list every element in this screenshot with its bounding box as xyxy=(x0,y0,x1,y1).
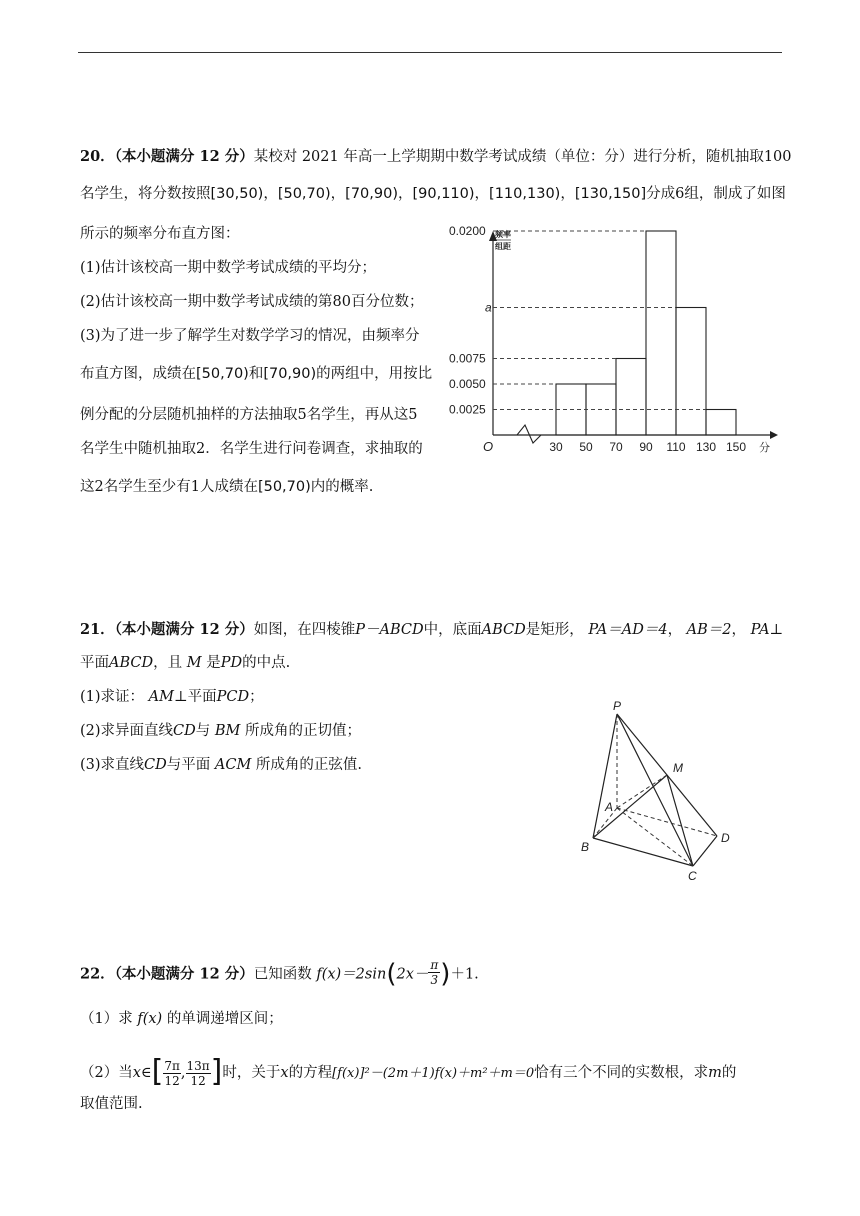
q21-l1i: ， xyxy=(731,622,747,638)
histogram-bar-4 xyxy=(646,231,676,435)
q20-sub3-line2 xyxy=(80,364,432,384)
bracket-right: ] xyxy=(210,1054,223,1089)
q22-s2m: m xyxy=(708,1065,722,1081)
interval-70-90: [70,90) xyxy=(263,366,317,382)
frac-pi-3 xyxy=(428,958,440,987)
q21-sub2 xyxy=(80,721,361,741)
interval-1: [30,50) xyxy=(210,186,264,202)
q20-points: （本小题满分 12 分） xyxy=(114,148,254,165)
q21-sub3 xyxy=(80,755,362,775)
vertex-D: D xyxy=(721,831,730,845)
q22-l1a: 已知函数 xyxy=(253,966,312,983)
q21-s2a: (2)求异面直线 xyxy=(80,723,174,739)
q21-l2e: 是 xyxy=(206,655,221,671)
q21-line2 xyxy=(80,653,290,673)
y-tick-label-2: a xyxy=(485,300,492,315)
q22-s1: （1）求 xyxy=(80,1011,133,1027)
q21-s3c: 与平面 xyxy=(166,757,211,773)
q22-s2f: 的 xyxy=(721,1065,737,1081)
interval-4: [90,110) xyxy=(412,186,475,202)
vertex-C: C xyxy=(688,869,697,883)
q20-sub3-l2c: 和 xyxy=(248,366,264,382)
q21-l2d: M xyxy=(186,655,202,671)
q20-sub3-line5 xyxy=(80,477,373,497)
bracket-left: [ xyxy=(151,1054,164,1089)
q20-stem: 某校对 2021 年高一上学期期中数学考试成绩（单位：分）进行分析，随机抽取100 xyxy=(253,149,792,165)
frac-den: 3 xyxy=(430,973,439,987)
frac-13pi-12 xyxy=(186,1059,211,1088)
frac-7pi-12 xyxy=(163,1059,181,1088)
q21-l1a: 如图，在四棱锥 xyxy=(253,622,356,638)
q21-condition-2: AB＝2 xyxy=(686,622,732,638)
q22-s2c: x xyxy=(280,1065,289,1081)
q20-line2-prefix: 名学生，将分数按照 xyxy=(80,186,211,202)
q21-s1d: PCD xyxy=(216,689,250,705)
y-tick-label-5: 0.0025 xyxy=(449,402,486,417)
frac2-den: 12 xyxy=(190,1073,206,1088)
vertex-P: P xyxy=(613,699,622,713)
interval-2: [50,70) xyxy=(277,186,331,202)
y-axis-label-bottom: 组距 xyxy=(495,242,511,251)
y-tick-label-3: 0.0075 xyxy=(449,351,486,366)
q21-s2c: 与 xyxy=(195,723,211,739)
x-tick-label-2: 50 xyxy=(579,440,593,454)
function-arg: 2x－ xyxy=(396,966,429,983)
q21-s3a: (3)求直线 xyxy=(80,757,145,773)
interval-3: [70,90) xyxy=(345,186,398,202)
q20-sub3-l5c: 内的概率. xyxy=(310,479,374,495)
q21-s1e: ； xyxy=(249,689,264,705)
q21-s3b: CD xyxy=(144,757,167,773)
interval-50-70-b: [50,70) xyxy=(257,479,311,495)
q20-sub3-l2a: 布直方图，成绩在 xyxy=(80,366,196,382)
q21-condition-3: PA⊥ xyxy=(750,622,784,638)
q21-s2b: CD xyxy=(173,723,196,739)
pyramid-name: P－ABCD xyxy=(355,622,424,638)
histogram-bar-5 xyxy=(676,308,706,436)
paren-right: ) xyxy=(440,958,451,989)
q20-sub3-line1: (3)为了进一步了解学生对数学学习的情况，由频率分 xyxy=(80,328,420,344)
vertex-B: B xyxy=(581,840,590,854)
edge-BC xyxy=(593,838,693,866)
interval-5: [110,130) xyxy=(489,186,561,202)
q21-s1a: (1)求证： xyxy=(80,689,145,705)
q20-sub2: (2)估计该校高一期中数学考试成绩的第80百分位数； xyxy=(80,294,424,310)
function-tail: ＋1. xyxy=(450,966,479,983)
edge-PB xyxy=(593,714,617,838)
axis-break xyxy=(507,425,551,443)
q21-condition-1: PA＝AD＝4 xyxy=(588,622,668,638)
y-axis-label-top: 频率 xyxy=(495,230,511,239)
q20-line2: 名学生，将分数按照[30,50)，[50,70)，[70,90)，[90,110)，[110,130)，[130,150]分成6组，制成了如图 xyxy=(80,186,786,202)
q21-l2g: 的中点. xyxy=(242,655,291,671)
q21-l1c: 中，底面 xyxy=(423,622,482,638)
q21-l1e: 是矩形， xyxy=(525,622,584,638)
q22-s2b: 时，关于 xyxy=(222,1065,281,1081)
q21-l2a: 平面 xyxy=(80,655,109,671)
q21-s1b: AM⊥ xyxy=(148,689,188,705)
x-axis-arrow xyxy=(770,431,778,439)
q22-s2d: 的方程 xyxy=(288,1065,333,1081)
q20-line1 xyxy=(80,147,792,167)
q21-l2c: ，且 xyxy=(153,655,183,671)
q21-s1c: 平面 xyxy=(187,689,217,705)
q22-s1f: f(x) xyxy=(137,1011,163,1027)
frac2-num: 13π xyxy=(186,1058,210,1073)
frac1-den: 12 xyxy=(164,1073,180,1088)
q22-s2a: （2）当 xyxy=(80,1065,133,1081)
q21-s3d: ACM xyxy=(214,757,252,773)
equation: [f(x)]²－(2m＋1)f(x)＋m²＋m＝0 xyxy=(332,1066,535,1081)
q21-s3e: 所成角的正弦值. xyxy=(255,757,363,773)
frac-num: π xyxy=(430,958,439,972)
edge-AM xyxy=(617,775,667,808)
q20-sub3-l5a: 这2名学生至少有1人成绩在 xyxy=(80,479,258,495)
vertex-A: A xyxy=(605,800,614,814)
frequency-histogram xyxy=(445,225,785,460)
q21-s2d: BM xyxy=(214,723,241,739)
q20-sub1: (1)估计该校高一期中数学考试成绩的平均分； xyxy=(80,260,377,276)
histogram-bar-3 xyxy=(616,359,646,436)
interval-6: [130,150] xyxy=(574,186,647,202)
vertex-M: M xyxy=(673,761,683,775)
y-tick-label-1: 0.0200 xyxy=(449,225,486,238)
x-tick-label-4: 90 xyxy=(639,440,653,454)
function-lhs: f(x)＝2sin xyxy=(316,966,387,983)
x-tick-label-5: 110 xyxy=(666,440,686,454)
q22-number: 22． xyxy=(80,965,115,983)
edge-AD xyxy=(617,808,717,836)
q20-line3: 所示的频率分布直方图： xyxy=(80,226,240,242)
q21-number: 21． xyxy=(80,621,115,638)
q22-points: （本小题满分 12 分） xyxy=(114,965,254,983)
q20-sub3-line4: 名学生中随机抽取2．名学生进行问卷调查，求抽取的 xyxy=(80,441,423,457)
q21-l2f: PD xyxy=(220,655,243,671)
edge-CD xyxy=(693,836,717,866)
x-tick-label-1: 30 xyxy=(549,440,563,454)
q20-number: 20． xyxy=(80,148,115,165)
base-name: ABCD xyxy=(481,622,526,638)
q22-line1 xyxy=(80,960,479,989)
edge-PC xyxy=(617,714,693,866)
x-tick-label-7: 150 xyxy=(725,440,747,454)
q22-s2e: 恰有三个不同的实数根，求 xyxy=(534,1065,709,1081)
interval-50-70: [50,70) xyxy=(196,366,249,382)
q21-s2e: 所成角的正切值； xyxy=(245,723,362,739)
q20-sub3-line3: 例分配的分层随机抽样的方法抽取5名学生，再从这5 xyxy=(80,407,418,423)
paren-left: ( xyxy=(386,958,397,989)
histogram-bar-6 xyxy=(706,410,736,436)
q21-l1g: ， xyxy=(667,622,683,638)
q22-sub2: （2）当x∈[ $\frac{7\pi}{12}$ , $\frac{13\pi}{12}$ ]时，关于x的方程[f(x)]²－(2m＋1)f(x)＋m²＋m＝0恰有三个不同的实数根，求m的 xyxy=(80,1054,737,1089)
edge-AC xyxy=(617,808,693,866)
header-rule xyxy=(78,52,782,53)
pyramid-figure xyxy=(575,698,745,888)
x-tick-label-3: 70 xyxy=(609,440,623,454)
q22-line-end: 取值范围. xyxy=(80,1096,143,1112)
q21-points: （本小题满分 12 分） xyxy=(114,621,254,638)
q20-sub3-l2e: 的两组中，用按比 xyxy=(316,366,433,382)
origin-label: O xyxy=(483,439,494,454)
q21-sub1 xyxy=(80,687,264,707)
q21-line1 xyxy=(80,620,783,640)
x-tick-label-6: 130 xyxy=(695,440,717,454)
y-tick-label-4: 0.0050 xyxy=(449,377,486,391)
frac1-num: 7π xyxy=(164,1058,180,1073)
q20-line2-suffix: 分成6组，制成了如图 xyxy=(646,186,786,202)
q22-s2x: x∈ xyxy=(132,1065,152,1081)
x-axis-label: 分 xyxy=(759,442,770,454)
q22-s1e: 的单调递增区间； xyxy=(166,1011,283,1027)
q22-sub1 xyxy=(80,1009,283,1029)
q21-l2b: ABCD xyxy=(109,655,154,671)
